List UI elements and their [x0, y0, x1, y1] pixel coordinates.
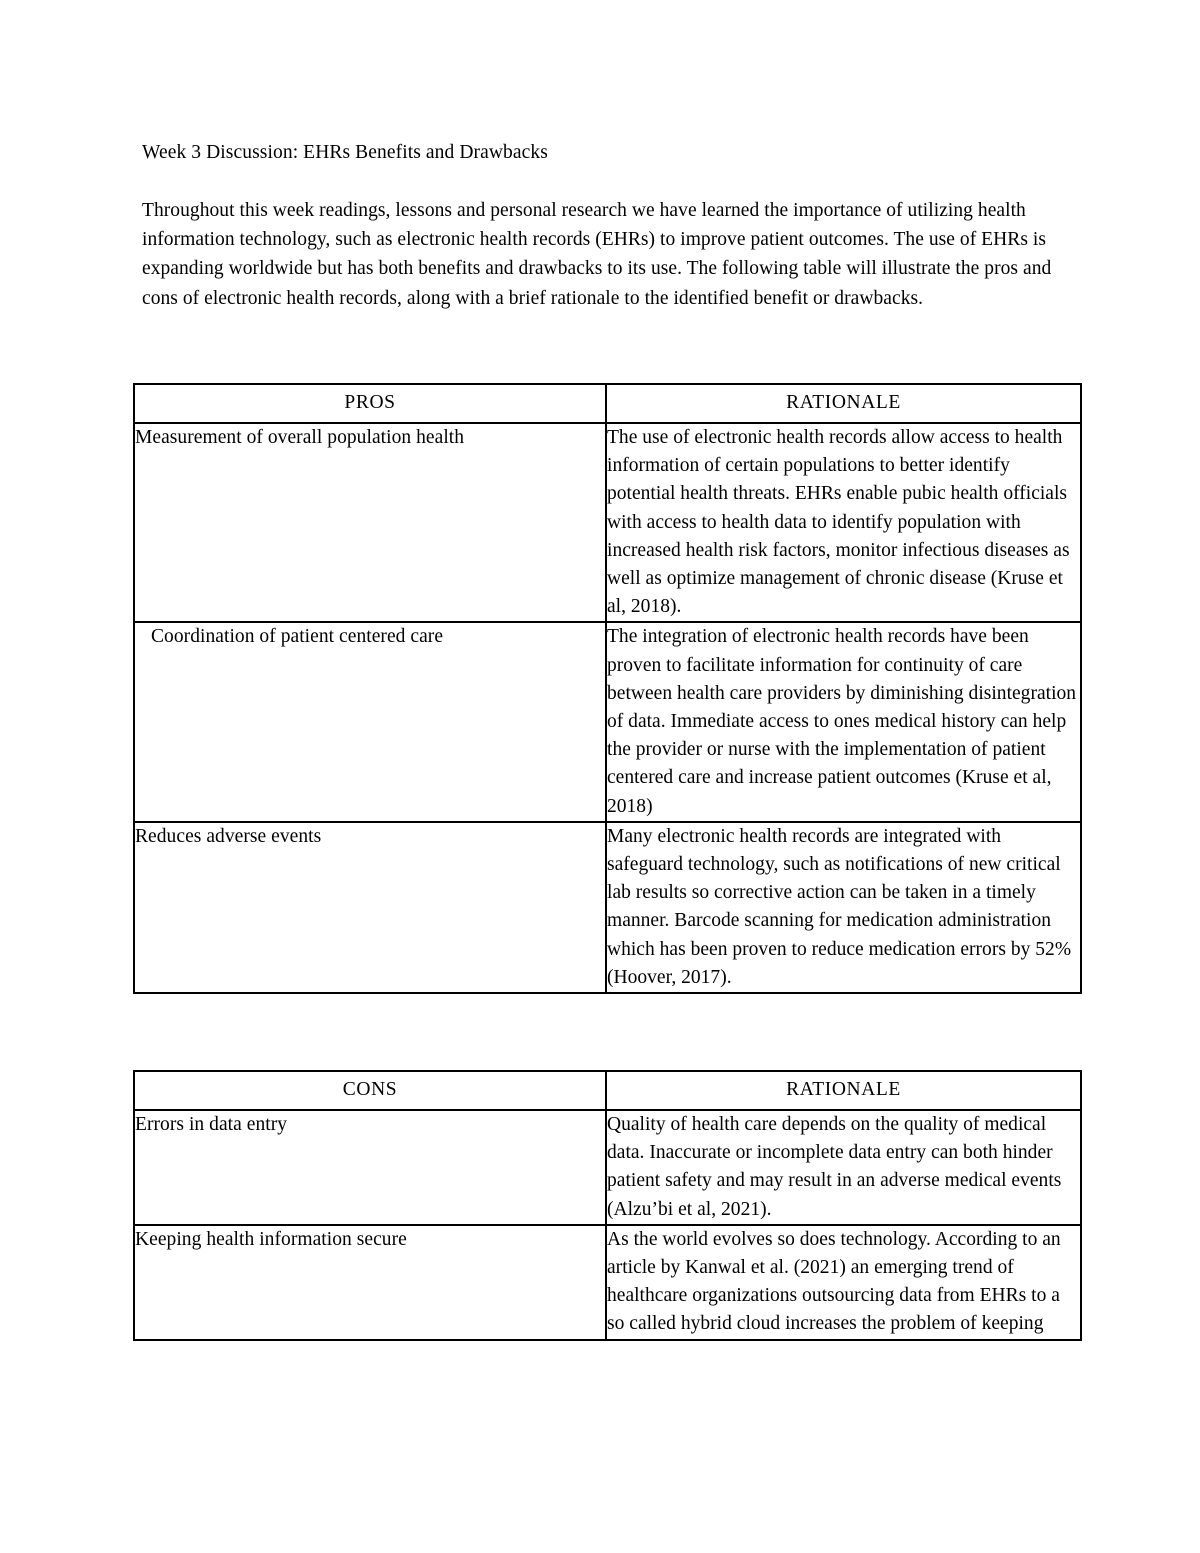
pros-table-header-row	[134, 384, 1081, 423]
cons-rationale-text: Quality of health care depends on the quality of medical data. Inaccurate or incomplete data entry can both hinder patient safety and may result in an adverse medical events (Alzu’bi et al, 2021).	[607, 1114, 1062, 1220]
cons-rationale-cell	[606, 1110, 1081, 1225]
pros-table-container	[133, 383, 1082, 994]
rationale-column-header: RATIONALE	[786, 391, 901, 413]
pros-rationale-text: The integration of electronic health records have been proven to facilitate information for continuity of care between health care providers by diminishing disintegration of data. Immediate access to ones medical history can help the provider or nurse with the implementation of patient centered care and increase patient outcomes (Kruse et al, 2018)	[607, 626, 1077, 817]
cons-table-header-row	[134, 1071, 1081, 1110]
cons-item-cell	[134, 1110, 606, 1225]
cons-item-label: Errors in data entry	[135, 1114, 288, 1135]
pros-item-label: Coordination of patient centered care	[151, 626, 444, 648]
rationale-column-header: RATIONALE	[786, 1078, 901, 1100]
table-row	[134, 423, 1081, 622]
cons-column-header: CONS	[342, 1078, 398, 1100]
pros-rationale-cell	[606, 423, 1081, 622]
pros-item-cell	[134, 822, 606, 993]
cons-table	[133, 1070, 1082, 1341]
page-title: Week 3 Discussion: EHRs Benefits and Drawbacks	[142, 142, 548, 163]
cons-item-label: Keeping health information secure	[135, 1228, 407, 1250]
table-row	[134, 1225, 1081, 1340]
table-row	[134, 822, 1081, 993]
pros-rationale-cell	[606, 822, 1081, 993]
pros-rationale-text: Many electronic health records are integrated with safeguard technology, such as notifications of new critical lab results so corrective action can be taken in a timely manner. Barcode scanning for medication administration which has been proven to reduce medication errors by 52% (Hoover, 2017).	[607, 825, 1072, 988]
document-body	[142, 138, 1082, 313]
pros-rationale-text: The use of electronic health records allow access to health information of certain populations to better identify potential health threats. EHRs enable pubic health officials with access to health data to identify population with increased health risk factors, monitor infectious diseases as well as optimize management of chronic disease (Kruse et al, 2018).	[607, 427, 1070, 618]
cons-rationale-header-cell	[606, 1071, 1081, 1110]
cons-table-container	[133, 1070, 1082, 1385]
table-row	[134, 1110, 1081, 1225]
pros-header-cell	[134, 384, 606, 423]
pros-item-label: Measurement of overall population health	[135, 427, 465, 448]
pros-table	[133, 383, 1082, 994]
table-row	[134, 622, 1081, 821]
cons-item-cell	[134, 1225, 606, 1340]
pros-rationale-header-cell	[606, 384, 1081, 423]
pros-rationale-cell	[606, 622, 1081, 821]
pros-item-cell	[134, 423, 606, 622]
cons-rationale-text: As the world evolves so does technology. According to an article by Kanwal et al. (2021) an emerging trend of healthcare organizations outsourcing data from EHRs to a so called hybrid cloud increases the problem of keeping	[607, 1228, 1061, 1335]
cons-header-cell	[134, 1071, 606, 1110]
intro-paragraph: Throughout this week readings, lessons and personal research we have learned the importance of utilizing health information technology, such as electronic health records (EHRs) to improve patient outcomes. The use of EHRs is expanding worldwide but has both benefits and drawbacks to its use. The following table will illustrate the pros and cons of electronic health records, along with a brief rationale to the identified benefit or drawbacks.	[142, 200, 1052, 309]
pros-item-cell	[134, 622, 606, 821]
pros-column-header: PROS	[344, 391, 396, 413]
pros-item-label: Reduces adverse events	[135, 825, 322, 847]
cons-rationale-cell	[606, 1225, 1081, 1340]
